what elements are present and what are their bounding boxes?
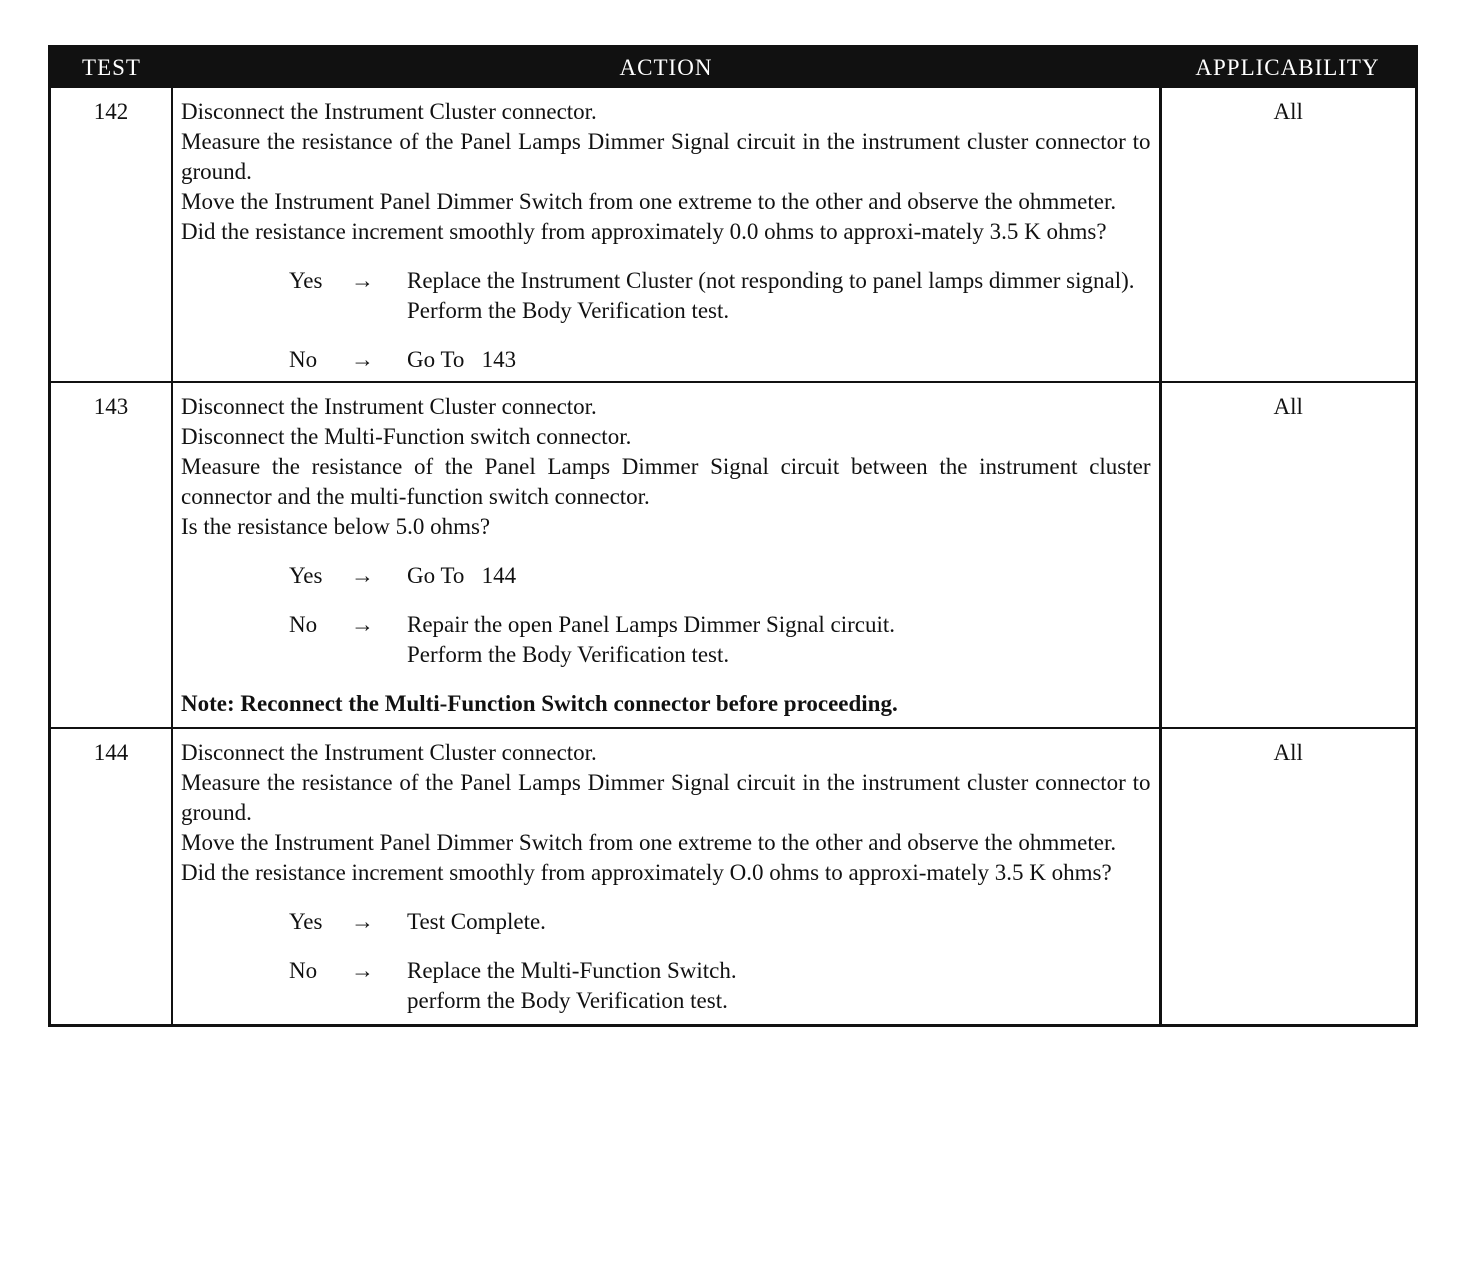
note-text: Note: Reconnect the Multi-Function Switch connector before proceeding. [181, 691, 898, 716]
action-cell [172, 88, 1160, 382]
action-step: Disconnect the Instrument Cluster connector. [181, 740, 597, 765]
outcome-line: Test Complete. [407, 909, 546, 934]
outcome-line: Perform the Body Verification test. [407, 642, 730, 667]
arrow-icon: → [351, 958, 374, 983]
outcome-line: Go To 143 [407, 347, 517, 372]
arrow-icon: → [351, 268, 374, 293]
outcome-answer: Yes [289, 563, 323, 588]
outcome-no [181, 610, 1151, 670]
outcome-result [407, 907, 1151, 937]
arrow-icon: → [351, 612, 374, 637]
outcome-line: Perform the Body Verification test. [407, 298, 730, 323]
outcome-answer: No [289, 958, 318, 983]
applicability-value: All [1273, 99, 1303, 124]
outcome-line: perform the Body Verification test. [407, 988, 728, 1013]
action-cell [172, 728, 1160, 1024]
outcome-answer: Yes [289, 909, 323, 934]
action-step: Is the resistance below 5.0 ohms? [181, 514, 491, 539]
header-action: ACTION [172, 48, 1160, 88]
action-step: Did the resistance increment smoothly from approximately 0.0 ohms to approxi-mately 3.5 K ohms? [181, 219, 1107, 244]
outcome-yes [181, 266, 1151, 326]
outcome-line: Go To 144 [407, 563, 517, 588]
arrow-icon: → [351, 909, 374, 934]
action-step: Measure the resistance of the Panel Lamps Dimmer Signal circuit in the instrument cluster connector to ground. [181, 770, 1151, 825]
test-number: 143 [51, 382, 172, 728]
action-step: Move the Instrument Panel Dimmer Switch from one extreme to the other and observe the ohmmeter. [181, 830, 1117, 855]
applicability-value: All [1160, 382, 1415, 728]
outcome-line: Repair the open Panel Lamps Dimmer Signal circuit. [407, 612, 895, 637]
action-step: Disconnect the Multi-Function switch connector. [181, 424, 632, 449]
arrow-icon: → [351, 563, 374, 588]
arrow-icon: → [351, 347, 374, 372]
outcome-result [407, 345, 1151, 375]
outcome-no [181, 956, 1151, 1016]
action-step: Measure the resistance of the Panel Lamps Dimmer Signal circuit in the instrument cluster connector to ground. [181, 129, 1151, 184]
test-number: 144 [51, 728, 172, 1024]
table-header [51, 48, 1415, 88]
diagnostic-test-table [51, 48, 1415, 1024]
outcome-yes [181, 907, 1151, 937]
outcome-result [407, 561, 1151, 591]
outcome-result [407, 610, 1151, 670]
outcome-result [407, 956, 1151, 1016]
outcome-result [407, 266, 1151, 326]
action-cell [172, 382, 1160, 728]
table-row [51, 88, 1415, 382]
outcome-answer: Yes [289, 268, 323, 293]
table-body [51, 88, 1415, 1024]
header-test: TEST [51, 48, 172, 88]
action-step: Move the Instrument Panel Dimmer Switch from one extreme to the other and observe the ohmmeter. [181, 189, 1117, 214]
header-applicability: APPLICABILITY [1160, 48, 1415, 88]
outcome-yes [181, 561, 1151, 591]
outcome-line: Replace the Instrument Cluster (not responding to panel lamps dimmer signal). [407, 268, 1135, 293]
outcome-no [181, 345, 1151, 375]
outcome-line: Replace the Multi-Function Switch. [407, 958, 737, 983]
diagnostic-table-frame [48, 45, 1418, 1027]
outcome-answer: No [289, 612, 318, 637]
action-step: Measure the resistance of the Panel Lamps Dimmer Signal circuit between the instrument cluster connector and the multi-function switch connector. [181, 454, 1151, 509]
outcome-answer: No [289, 347, 318, 372]
test-number: 142 [51, 88, 172, 382]
table-row [51, 382, 1415, 728]
table-row [51, 728, 1415, 1024]
action-step: Disconnect the Instrument Cluster connector. [181, 99, 597, 124]
action-step: Did the resistance increment smoothly from approximately O.0 ohms to approxi-mately 3.5 K ohms? [181, 860, 1112, 885]
applicability-value: All [1160, 728, 1415, 1024]
action-step: Disconnect the Instrument Cluster connector. [181, 394, 597, 419]
